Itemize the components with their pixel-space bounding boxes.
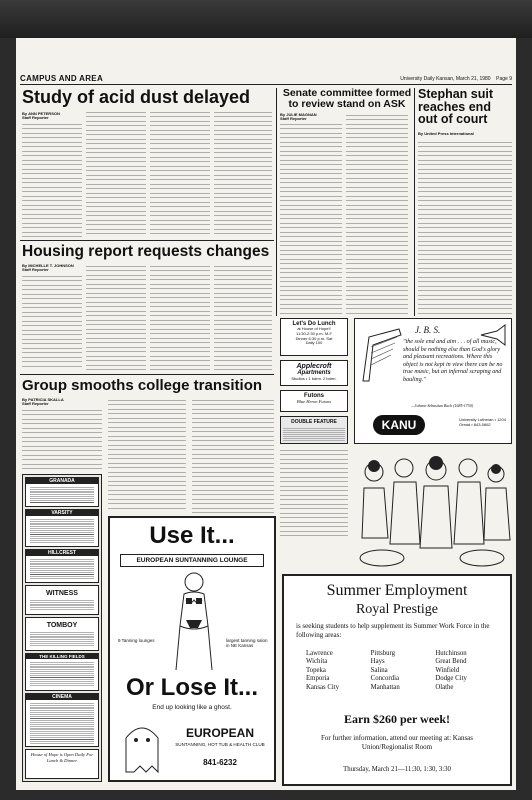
summer-city: Manhattan <box>370 683 400 691</box>
summer-intro: is seeking students to help supplement its Summer Work Force in the following areas: <box>296 622 490 639</box>
cinema-title: CINEMA <box>26 694 98 700</box>
summer-city: Salina <box>370 666 388 674</box>
page-header <box>20 74 512 85</box>
newspaper-page <box>16 38 516 790</box>
housing-byline: By MICHELLE T. JOHNSON Staff Reporter <box>22 263 74 273</box>
stephan-byline: By United Press International <box>418 131 474 136</box>
group-body-col4 <box>280 448 348 538</box>
double-feature-text <box>283 427 345 441</box>
killing-fields-ad <box>25 653 99 691</box>
bach-quote: "the sole end and aim . . . of all music, should be nothing else than God's glory and pleasant recreations. Where this object is not kept in view there can be no true music, but an infernal scraping and bauling." <box>403 339 503 384</box>
european-phone: 841-6232 <box>203 758 237 767</box>
bach-attribution: —Johann Sebastian Bach (1685-1750) <box>411 403 474 408</box>
housing-body-col3 <box>150 264 210 370</box>
futons-title: Futons <box>304 393 324 399</box>
hope-ad-title: Let's Do Lunch <box>292 321 336 327</box>
cinema-ad <box>25 693 99 747</box>
rule-group <box>20 374 274 375</box>
summer-city: Winfield <box>435 666 460 674</box>
senate-byline: By JULIE MAGNAN Staff Reporter <box>280 112 317 122</box>
house-of-hope-ad-small <box>25 749 99 779</box>
applecroft-subtitle: Apartments <box>297 370 331 376</box>
futons-ad <box>280 390 348 412</box>
section-label: CAMPUS AND AREA <box>20 74 104 83</box>
summer-city: Concordia <box>370 675 399 683</box>
hope-ad-line-3: Dinner 6:30 p.m. Sat <box>295 335 333 341</box>
varsity-ad <box>25 509 99 547</box>
acid-body-col4 <box>214 110 272 238</box>
summer-city: Lawrence <box>306 650 333 657</box>
european-subname: SUNTANNING, HOT TUB & HEALTH CLUB <box>175 742 265 747</box>
killing-fields-listing <box>30 661 94 687</box>
summer-city: Topeka <box>306 666 326 674</box>
acid-body-col2 <box>86 110 146 238</box>
housing-headline: Housing report requests changes <box>22 243 270 260</box>
housing-body-col2 <box>86 264 146 370</box>
hope-ad-line-4: Daily 100 <box>305 340 323 346</box>
summer-info: For further information, attend our meeting at: Kansas Union/Regionalist Room <box>320 734 473 752</box>
hillcrest-listing <box>30 558 94 580</box>
ghost-figure-icon <box>118 718 166 774</box>
cinema-listing <box>30 702 94 744</box>
suntanning-banner: EUROPEAN SUNTANNING LOUNGE <box>120 554 264 567</box>
witness-listing <box>30 599 94 611</box>
harpsichord-icon <box>359 325 405 385</box>
hope-ad-line-1: at House of Hope!! <box>297 326 331 331</box>
summer-earn: Earn $260 per week! <box>343 712 451 726</box>
summer-city: Great Bend <box>435 658 467 666</box>
hillcrest-title: HILLCREST <box>26 550 98 556</box>
summer-city: Pittsburg <box>370 650 396 657</box>
tomboy-ad <box>25 617 99 651</box>
hope-small-text: House of Hope is Open Daily For Lunch & Dinner <box>30 752 94 763</box>
summer-city: Hutchinson <box>435 650 467 657</box>
bullet-lounges: 9 Tanning lounges <box>118 638 155 643</box>
applecroft-title: Applecroft <box>296 363 332 370</box>
band-illustration <box>354 448 512 572</box>
scanner-binder-edge <box>0 0 532 38</box>
acid-body-col1 <box>22 122 82 238</box>
bach-ad <box>354 318 512 444</box>
granada-listing <box>30 486 94 504</box>
acid-headline: Study of acid dust delayed <box>22 87 251 107</box>
kanu-line: University Lutheran • 1204 Oread • 843-0662 <box>459 417 506 427</box>
hillcrest-ad <box>25 549 99 583</box>
summer-city: Emporia <box>306 675 330 683</box>
double-feature-title: DOUBLE FEATURE <box>291 419 337 425</box>
applecroft-line: Studios • 1 bdrm. 2 bdrm. <box>291 376 337 381</box>
summer-city: Kansas City <box>306 683 340 691</box>
group-headline: Group smooths college transition <box>22 377 263 394</box>
summer-city: Dodge City <box>435 675 467 683</box>
senate-body-col2 <box>346 113 408 314</box>
summer-city: Olathe <box>435 683 454 691</box>
summer-city: Wichita <box>306 658 328 666</box>
stephan-body <box>418 140 512 316</box>
housing-body-col1 <box>22 274 82 370</box>
publication-info <box>400 76 512 82</box>
tomboy-title: TOMBOY <box>46 622 78 629</box>
band-drawing <box>354 448 512 572</box>
witness-title: WITNESS <box>46 590 78 597</box>
double-feature-ad <box>280 416 348 444</box>
house-of-hope-ad <box>280 318 348 356</box>
killing-fields-title: THE KILLING FIELDS <box>26 654 98 659</box>
summer-title: Summer Employment <box>326 582 468 599</box>
futons-sub: Blue Heron Futons <box>296 399 332 404</box>
tomboy-listing <box>30 631 94 647</box>
senate-headline: Senate committee formed to review stand on ASK <box>282 87 412 110</box>
stephan-headline: Stephan suit reaches end out of court <box>418 87 494 126</box>
column-rule-2 <box>414 88 415 316</box>
group-body-col2 <box>108 398 186 510</box>
housing-body-col4 <box>214 264 272 370</box>
summer-meeting: Thursday, March 21—11:30, 1:30, 3:30 <box>343 766 451 773</box>
bach-initials: J. B. S. <box>415 325 441 335</box>
senate-body-col1 <box>280 122 342 314</box>
suntanning-ad <box>108 516 276 782</box>
summer-cities <box>306 650 500 692</box>
publication-date: University Daily Kansan, March 21, 1980 <box>400 76 491 82</box>
hope-ad-line-2: 11:30-2:30 p.m. M-F <box>296 330 332 336</box>
granada-title: GRANADA <box>26 478 98 484</box>
european-name: EUROPEAN <box>185 726 254 740</box>
column-rule <box>276 88 277 316</box>
varsity-listing <box>30 518 94 544</box>
page-number: Page 9 <box>496 76 512 82</box>
bikini-figure-icon <box>162 570 226 672</box>
summer-city: Hays <box>370 658 385 666</box>
left-ad-column <box>22 474 102 782</box>
acid-byline: By ANN PETERSON Staff Reporter <box>22 111 60 121</box>
group-byline: By PATRICIA SKALLA Staff Reporter <box>22 397 64 407</box>
summer-company: Royal Prestige <box>355 602 439 617</box>
group-body-col3 <box>192 398 274 518</box>
varsity-title: VARSITY <box>26 510 98 516</box>
scanner-right-edge <box>516 38 532 800</box>
kanu-logo: KANU <box>373 415 425 435</box>
witness-ad <box>25 585 99 615</box>
use-it-title: Use It... <box>149 522 235 549</box>
summer-employment-ad <box>282 574 512 786</box>
rule-housing <box>20 240 274 241</box>
applecroft-ad <box>280 360 348 386</box>
lose-it-title: Or Lose It... <box>125 674 259 701</box>
group-body-col1 <box>22 408 102 470</box>
bullet-largest: largest tanning salon in NE Kansas <box>226 638 268 648</box>
lose-it-tagline: End up looking like a ghost. <box>152 704 232 711</box>
acid-body-col3 <box>150 110 210 238</box>
granada-ad <box>25 477 99 507</box>
